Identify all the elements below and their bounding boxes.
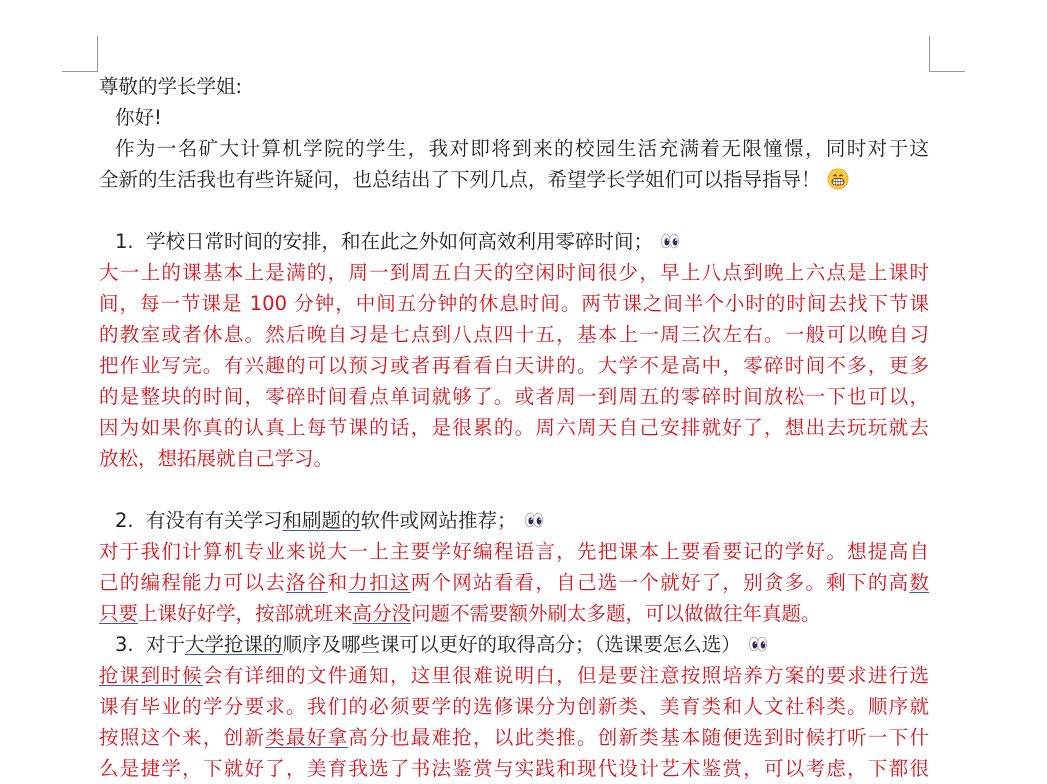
question-2: 2. 有没有有关学习和刷题的软件或网站推荐； (99, 505, 929, 536)
question-1: 1. 学校日常时间的安排，和在此之外如何高效利用零碎时间； (99, 226, 929, 257)
answer-3-line-1: 抢课到时候会有详细的文件通知，这里很难说明白，但是要注意按照培养方案的要求进行选 (99, 664, 929, 687)
answer-2-line-3: 只要上课好好学，按部就班来高分没问题不需要额外刷太多题，可以做做往年真题。 (99, 602, 821, 625)
answer-1-line-4: 把作业写完。有兴趣的可以预习或者再看看白天讲的。大学不是高中，零碎时间不多，更多 (99, 354, 929, 377)
answer-1-line-5: 的是整块的时间，零碎时间看点单词就够了。或者周一到周五的零碎时间放松一下也可以， (99, 385, 929, 408)
intro-line-2: 全新的生活我也有些许疑问，也总结出了下列几点，希望学长学姐们可以指导指导！ (99, 164, 929, 195)
question-3: 3. 对于大学抢课的顺序及哪些课可以更好的取得高分；（选课要怎么选） (99, 629, 929, 660)
salutation: 尊敬的学长学姐: (99, 75, 243, 98)
answer-1-line-7: 放松，想拓展就自己学习。 (99, 447, 334, 470)
answer-3-line-3: 按照这个来，创新类最好拿高分也最难抢，以此类推。创新类基本随便选到时候打听一下什 (99, 726, 929, 749)
crop-mark-top-right-horizontal (929, 71, 965, 72)
eyes-icon (659, 230, 681, 252)
answer-1-line-1: 大一上的课基本上是满的，周一到周五白天的空闲时间很少，早上八点到晚上六点是上课时 (99, 261, 929, 284)
answer-1-line-6: 因为如果你真的认真上每节课的话，是很累的。周六周天自己安排就好了，想出去玩玩就去 (99, 416, 929, 439)
answer-2-line-1: 对于我们计算机专业来说大一上主要学好编程语言，先把课本上要看要记的学好。想提高自 (99, 540, 929, 563)
answer-1-line-2: 间，每一节课是 100 分钟，中间五分钟的休息时间。两节课之间半个小时的时间去找下节课 (99, 292, 929, 315)
greeting: 你好! (115, 106, 162, 129)
intro-line-1: 作为一名矿大计算机学院的学生，我对即将到来的校园生活充满着无限憧憬，同时对于这 (115, 137, 929, 160)
crop-mark-top-right-vertical (929, 36, 930, 71)
grinning-face-icon (827, 168, 849, 190)
crop-mark-top-left-vertical (97, 36, 98, 71)
eyes-icon (747, 633, 769, 655)
answer-1-line-3: 的教室或者休息。然后晚自习是七点到八点四十五，基本上一周三次左右。一般可以晚自习 (99, 323, 929, 346)
eyes-icon (523, 509, 545, 531)
answer-3-line-2: 课有毕业的学分要求。我们的必须要学的选修课分为创新类、美育类和人文社科类。顺序就 (99, 695, 929, 718)
crop-mark-top-left-horizontal (62, 71, 98, 72)
answer-2-line-2: 己的编程能力可以去洛谷和力扣这两个网站看看，自己选一个就好了，别贪多。剩下的高数 (99, 571, 929, 594)
document-page[interactable] (99, 71, 929, 784)
answer-3-line-4: 么是捷学，下就好了，美育我选了书法鉴赏与实践和现代设计艺术鉴赏，可以考虑，下都很 (99, 757, 929, 780)
